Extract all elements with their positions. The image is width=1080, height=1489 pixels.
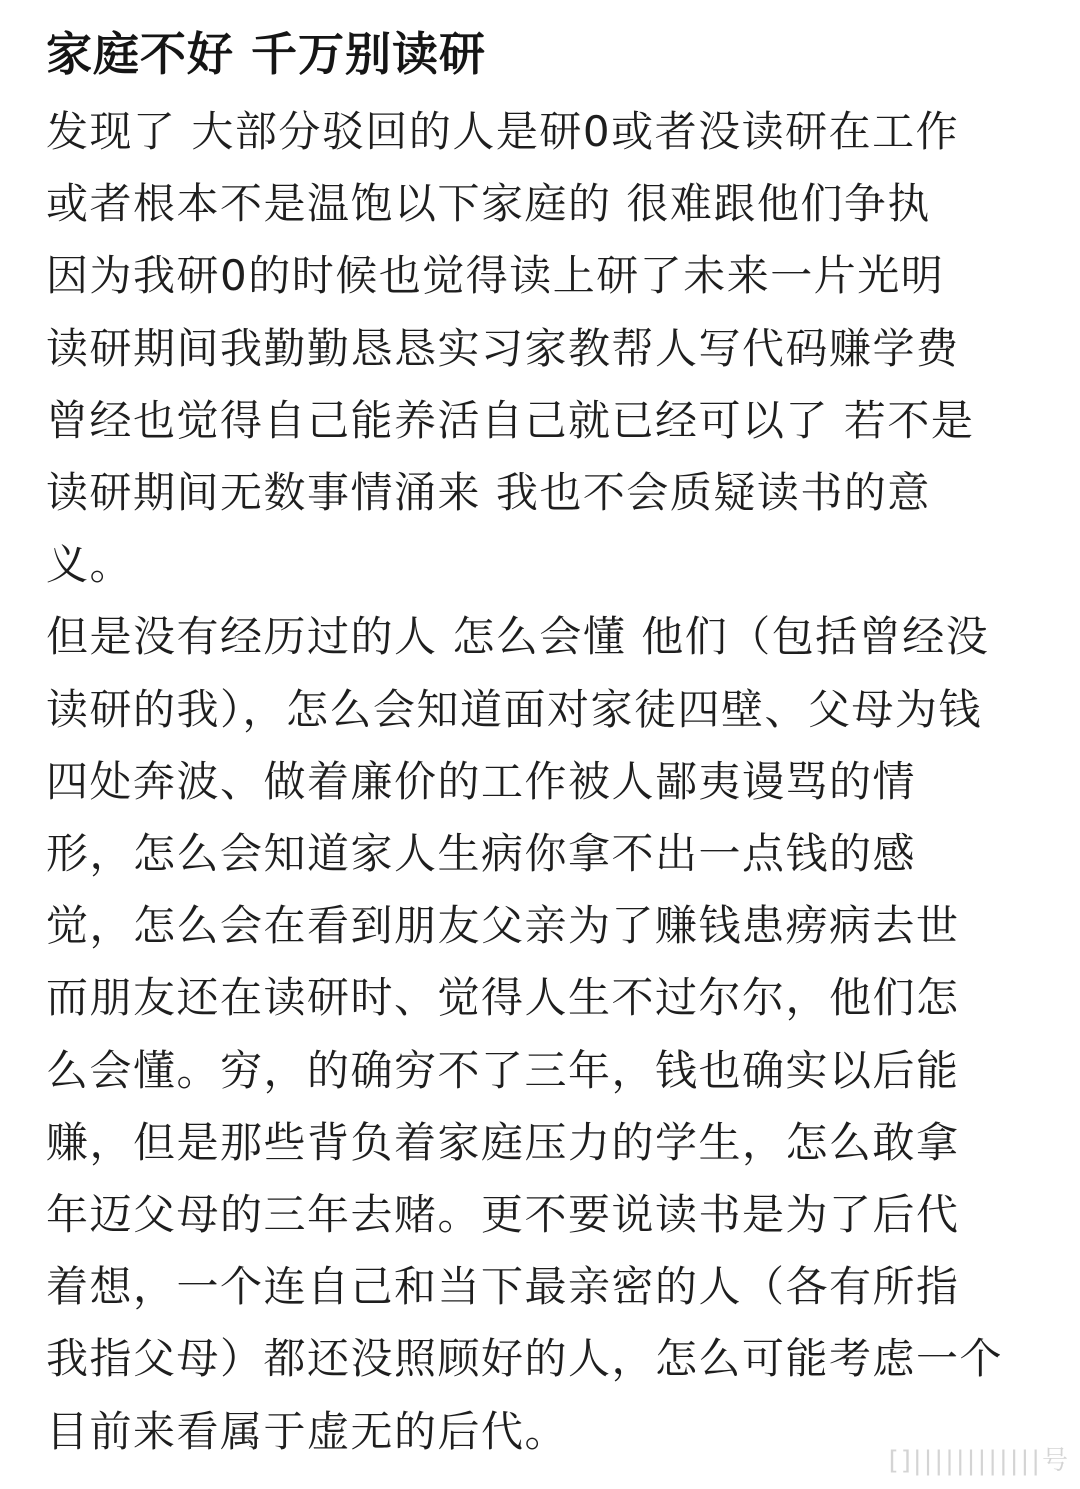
- body-line: 或者根本不是温饱以下家庭的 很难跟他们争执: [46, 179, 931, 229]
- watermark: []||||||||||||号: [888, 1446, 1070, 1476]
- body-line: 四处奔波、做着廉价的工作被人鄙夷谩骂的情: [46, 756, 917, 806]
- post-title: 家庭不好 千万别读研: [46, 27, 487, 81]
- post-content: [46, 22, 1036, 1468]
- body-line: 觉，怎么会在看到朋友父亲为了赚钱患痨病去世: [46, 901, 960, 951]
- body-line: 曾经也觉得自己能养活自己就已经可以了 若不是: [46, 395, 975, 445]
- body-line: 但是没有经历过的人 怎么会懂 他们（包括曾经没: [46, 612, 990, 662]
- body-line: 读研期间无数事情涌来 我也不会质疑读书的意: [46, 468, 931, 518]
- body-line: 发现了 大部分驳回的人是研0或者没读研在工作: [46, 107, 960, 156]
- body-line: 读研的我），怎么会知道面对家徒四壁、父母为钱: [46, 684, 983, 734]
- body-line: 形，怎么会知道家人生病你拿不出一点钱的感: [46, 829, 917, 879]
- body-line: 赚，但是那些背负着家庭压力的学生，怎么敢拿: [46, 1117, 960, 1167]
- body-line: 年迈父母的三年去赌。更不要说读书是为了后代: [46, 1190, 960, 1240]
- body-line: 因为我研0的时候也觉得读上研了未来一片光明: [46, 251, 945, 301]
- body-line: 而朋友还在读研时、觉得人生不过尔尔，他们怎: [46, 973, 960, 1023]
- body-line: 我指父母）都还没照顾好的人，怎么可能考虑一个: [46, 1334, 1004, 1384]
- body-line: 义。: [46, 540, 134, 590]
- body-line: 读研期间我勤勤恳恳实习家教帮人写代码赚学费: [46, 323, 960, 373]
- body-line: 么会懂。穷，的确穷不了三年，钱也确实以后能: [46, 1045, 960, 1095]
- body-line: 着想，一个连自己和当下最亲密的人（各有所指: [46, 1262, 960, 1312]
- body-line: 目前来看属于虚无的后代。: [46, 1406, 569, 1456]
- post-body: [46, 96, 1036, 1468]
